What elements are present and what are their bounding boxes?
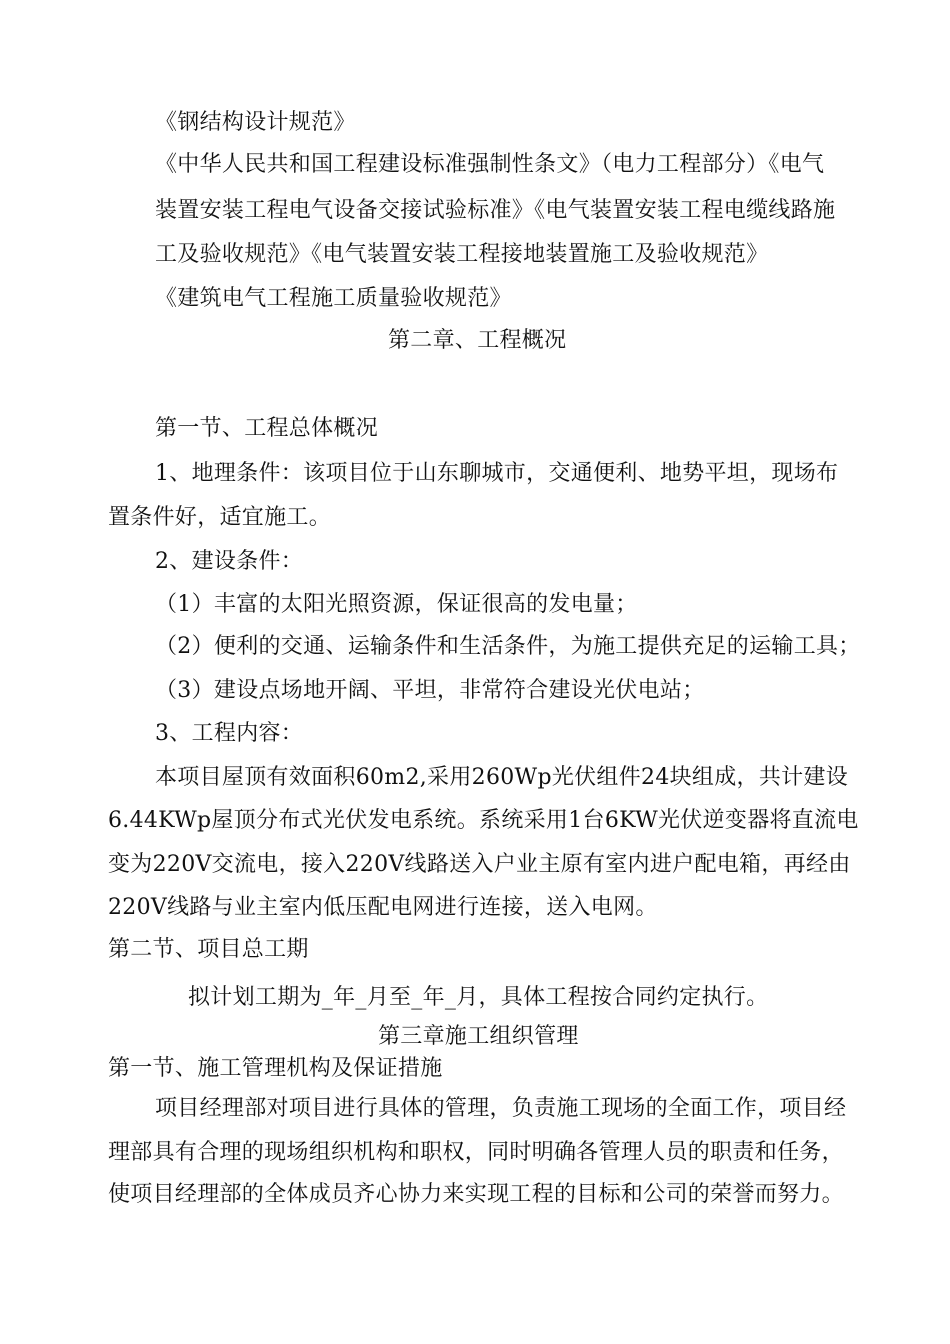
project-content-line-3: 变为220V交流电，接入220V线路送入户业主原有室内进户配电箱，再经由 [108, 852, 851, 877]
management-para-line-3: 使项目经理部的全体成员齐心协力来实现工程的目标和公司的荣誉而努力。 [108, 1182, 844, 1207]
management-para-line-2: 理部具有合理的现场组织机构和职权，同时明确各管理人员的职责和任务， [108, 1140, 844, 1165]
chapter-2-title: 第二章、工程概况 [388, 328, 567, 353]
chapter-2-section-1-title: 第一节、工程总体概况 [155, 416, 379, 441]
geography-line-2: 置条件好，适宜施工。 [108, 505, 332, 530]
chapter-3-title: 第三章施工组织管理 [378, 1024, 579, 1049]
chapter-2-section-2-title: 第二节、项目总工期 [108, 937, 309, 962]
project-content-title: 3、工程内容： [155, 721, 304, 746]
reference-standards-line-2: 装置安装工程电气设备交接试验标准》《电气装置安装工程电缆线路施 [155, 198, 836, 223]
reference-standards-line-1: 《中华人民共和国工程建设标准强制性条文》（电力工程部分）《电气 [155, 152, 825, 177]
reference-building-electrical: 《建筑电气工程施工质量验收规范》 [155, 286, 512, 311]
construction-period: 拟计划工期为_年_月至_年_月，具体工程按合同约定执行。 [188, 985, 769, 1010]
geography-line-1: 1、地理条件：该项目位于山东聊城市，交通便利、地势平坦，现场布 [155, 461, 839, 486]
construction-condition-2: （2）便利的交通、运输条件和生活条件，为施工提供充足的运输工具； [155, 634, 861, 659]
chapter-3-section-1-title: 第一节、施工管理机构及保证措施 [108, 1056, 443, 1081]
construction-condition-1: （1）丰富的太阳光照资源，保证很高的发电量； [155, 592, 638, 617]
project-content-line-4: 220V线路与业主室内低压配电网进行连接，送入电网。 [108, 895, 658, 920]
management-para-line-1: 项目经理部对项目进行具体的管理，负责施工现场的全面工作，项目经 [155, 1096, 847, 1121]
construction-condition-3: （3）建设点场地开阔、平坦，非常符合建设光伏电站； [155, 678, 705, 703]
project-content-line-1: 本项目屋顶有效面积60m2,采用260Wp光伏组件24块组成，共计建设 [155, 765, 849, 790]
construction-conditions-title: 2、建设条件： [155, 549, 304, 574]
reference-standards-line-3: 工及验收规范》《电气装置安装工程接地装置施工及验收规范》 [155, 242, 769, 267]
project-content-line-2: 6.44KWp屋顶分布式光伏发电系统。系统采用1台6KW光伏逆变器将直流电 [108, 808, 859, 833]
reference-steel-structure: 《钢结构设计规范》 [155, 110, 356, 135]
